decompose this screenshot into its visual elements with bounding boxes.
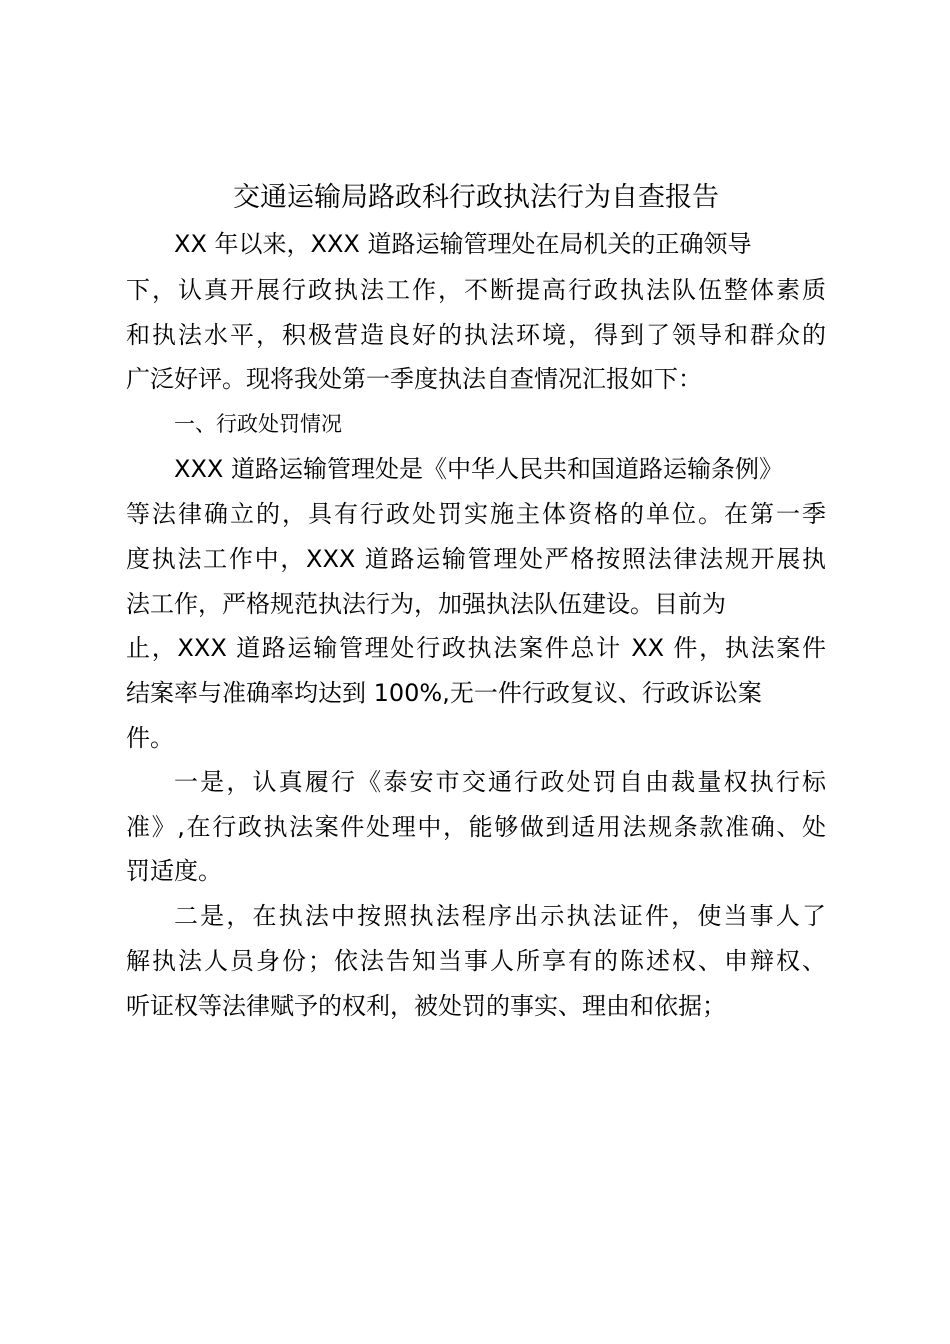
paragraph-line: 罚适度。 <box>126 857 222 885</box>
paragraph-line: 准》,在行政执法案件处理中，能够做到适用法规条款准确、处 <box>126 813 826 841</box>
paragraph-line: 件。 <box>126 724 174 752</box>
paragraph-line: 解执法人员身份；依法告知当事人所享有的陈述权、申辩权、 <box>126 947 826 975</box>
paragraph-line: 法工作，严格规范执法行为，加强执法队伍建设。目前为 <box>126 590 726 618</box>
paragraph-line: 等法律确立的，具有行政处罚实施主体资格的单位。在第一季 <box>126 500 826 528</box>
section-heading: 一、行政处罚情况 <box>174 412 342 436</box>
paragraph-line: 结案率与准确率均达到 100%,无一件行政复议、行政诉讼案 <box>126 679 762 707</box>
paragraph-line: XX 年以来，XXX 道路运输管理处在局机关的正确领导 <box>174 230 752 258</box>
paragraph-line: 下，认真开展行政执法工作，不断提高行政执法队伍整体素质 <box>126 276 826 304</box>
paragraph-line: 广泛好评。现将我处第一季度执法自查情况汇报如下： <box>126 365 702 393</box>
paragraph-line: 二是，在执法中按照执法程序出示执法证件，使当事人了 <box>174 902 826 930</box>
document-title: 交通运输局路政科行政执法行为自查报告 <box>233 182 719 213</box>
paragraph-line: 止，XXX 道路运输管理处行政执法案件总计 XX 件，执法案件 <box>126 634 826 662</box>
paragraph-line: 度执法工作中，XXX 道路运输管理处严格按照法律法规开展执 <box>126 545 826 573</box>
paragraph-line: XXX 道路运输管理处是《中华人民共和国道路运输条例》 <box>174 455 783 483</box>
paragraph-line: 一是，认真履行《泰安市交通行政处罚自由裁量权执行标 <box>174 768 826 796</box>
paragraph-line: 和执法水平，积极营造良好的执法环境，得到了领导和群众的 <box>126 321 826 349</box>
paragraph-line: 听证权等法律赋予的权利，被处罚的事实、理由和依据； <box>126 992 726 1020</box>
